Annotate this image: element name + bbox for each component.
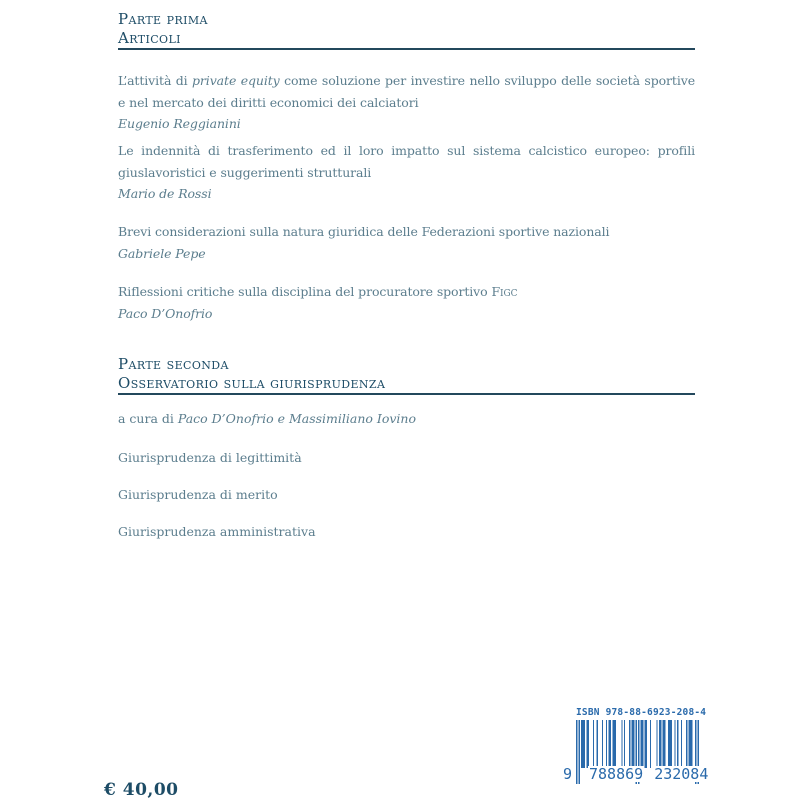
isbn-label: ISBN 978-88-6923-208-4 [576, 707, 707, 718]
part-one-kicker: Parte prima [118, 10, 208, 28]
text-segment: private equity [192, 73, 280, 88]
price-label: € 40,00 [104, 780, 179, 800]
article-item [118, 221, 695, 264]
barcode-digits [563, 766, 711, 782]
part-one-title: Articoli [118, 29, 181, 47]
article-item [118, 140, 695, 205]
jurisprudence-item: Giurisprudenza di legittimità [118, 450, 302, 465]
title-line [118, 140, 695, 162]
jurisprudence-item: Giurisprudenza amministrativa [118, 524, 316, 539]
part-one-header [118, 10, 695, 48]
text-segment: a cura di [118, 411, 178, 426]
barcode-digit-group: 232084 [654, 765, 709, 783]
curators-line [118, 411, 695, 427]
text-segment: come soluzione per investire nello sviluppo delle società sportive [279, 73, 695, 88]
barcode-digit-group: 788869 [589, 765, 644, 783]
article-item [118, 281, 695, 324]
article-author: Paco D’Onofrio [118, 305, 213, 321]
title-line [118, 281, 695, 303]
text-segment: e nel mercato dei diritti economici dei calciatori [118, 94, 419, 110]
text-segment: Paco D’Onofrio e Massimiliano Iovino [177, 411, 416, 426]
text-segment: L’attività di [118, 73, 193, 88]
title-line [118, 70, 695, 92]
barcode-digit-group: 9 [563, 765, 573, 783]
text-segment: Figc [491, 284, 518, 299]
article-title [118, 281, 695, 303]
article-title [118, 70, 695, 113]
article-item [118, 70, 695, 135]
part-two-header [118, 355, 695, 393]
article-author: Mario de Rossi [118, 186, 212, 201]
text-segment: Le indennità di trasferimento ed il loro impatto sul sistema calcistico europeo: profili [118, 143, 695, 158]
ean-barcode [563, 700, 711, 788]
title-line [118, 162, 695, 184]
part-one-rule [118, 48, 695, 50]
part-two-rule [118, 393, 695, 395]
article-title [118, 221, 695, 243]
article-author: Gabriele Pepe [118, 245, 206, 261]
text-segment: giuslavoristici e suggerimenti strutturali [118, 164, 372, 180]
title-line [118, 92, 695, 114]
article-author: Eugenio Reggianini [118, 116, 241, 131]
jurisprudence-item: Giurisprudenza di merito [118, 487, 278, 502]
text-segment: Riflessioni critiche sulla disciplina del procuratore sportivo [118, 284, 492, 299]
article-title [118, 140, 695, 183]
text-segment: Brevi considerazioni sulla natura giuridica delle Federazioni sportive nazionali [118, 224, 610, 239]
title-line [118, 221, 695, 243]
part-two-title: Osservatorio sulla giurisprudenza [118, 374, 386, 392]
part-two-kicker: Parte seconda [118, 355, 229, 373]
